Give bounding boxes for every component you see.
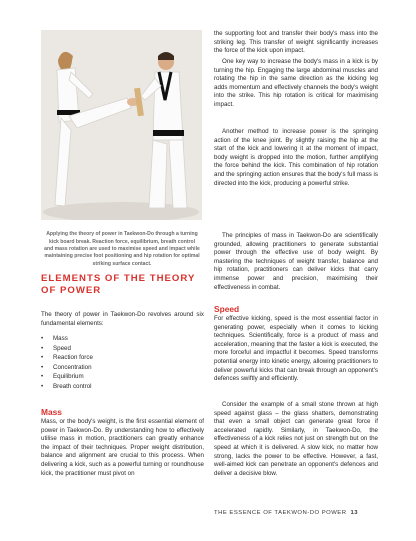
speed-paragraph-1: For effective kicking, speed is the most essential factor in generating power, especially when it comes to kicking techniques. Scientifically, force is a product of mass and acceleration, meaning that the faster a kick is executed, the more forceful and impactful it becomes. Speed transforms potential energy into kinetic energy, allowing practitioners to deliver powerful kicks that can break through an opponent's defences swiftly and efficiently. bbox=[214, 315, 378, 383]
elements-list bbox=[41, 334, 201, 392]
mass-paragraph-4: Another method to increase power is the springing action of the knee joint. By slightly raising the hip at the start of the kick and lowering it at the moment of impact, body weight is dropped into the motion, further amplifying the force behind the kick. This combination of hip rotation and the springing action ensures that the body's full mass is directed into the kick, producing a powerful strike. bbox=[214, 128, 378, 187]
kick-photo bbox=[41, 30, 202, 220]
page-footer bbox=[214, 510, 378, 516]
mass-paragraph-3: One key way to increase the body's mass in a kick is by turning the hip. Engaging the large abdominal muscles and rotating the hip in the same direction as the kicking leg adds momentum and effectively channels the body's weight into the strike. This hip rotation is critical for maximising impact. bbox=[214, 58, 378, 108]
taekwondo-kick-illustration bbox=[41, 30, 202, 220]
section-heading: ELEMENTS OF THE THEORY OF POWER bbox=[41, 273, 196, 296]
page-number: 13 bbox=[350, 510, 359, 516]
mass-heading: Mass bbox=[41, 407, 62, 417]
list-item: • Equilibrium bbox=[41, 372, 201, 382]
speed-heading: Speed bbox=[214, 304, 240, 314]
holder-black-belt bbox=[153, 130, 184, 136]
mass-paragraph-5: The principles of mass in Taekwon-Do are scientifically grounded, allowing practitioners to generate substantial power through the effective use of body weight. By mastering the techniques of weight transfer, balance and hip rotation, practitioners can deliver kicks that carry immense power and precision, maximising their effectiveness in combat. bbox=[214, 232, 378, 291]
list-item: • Breath control bbox=[41, 382, 201, 392]
running-title: THE ESSENCE OF TAEKWON-DO POWER bbox=[214, 510, 347, 516]
mass-paragraph-2: the supporting foot and transfer their body's mass into the striking leg. This transfer of weight significantly increases the force of the kick upon impact. bbox=[214, 30, 378, 55]
list-item: • Speed bbox=[41, 344, 201, 354]
photo-caption: Applying the theory of power in Taekwon-Do through a turning kick board break. Reaction force, equilibrium, breath control and mass rotation are used to maximise speed and impact while maintaining precise foot positioning and hip rotation for optimal striking surface contact. bbox=[44, 231, 200, 267]
list-item: • Mass bbox=[41, 334, 201, 344]
list-item: • Concentration bbox=[41, 363, 201, 373]
list-item: • Reaction force bbox=[41, 353, 201, 363]
speed-paragraph-2: Consider the example of a small stone thrown at high speed against glass – the glass shatters, demonstrating that even a small object can generate great force if accelerated rapidly. Similarly, in Taekwon-Do, the effectiveness of a kick relies not just on strength but on the speed at which it is delivered. A slow kick, no matter how strong, lacks the power to be effective. However, a fast, well-aimed kick can penetrate an opponent's defences and deliver a decisive blow. bbox=[214, 401, 378, 477]
section-intro: The theory of power in Taekwon-Do revolves around six fundamental elements: bbox=[41, 311, 204, 327]
mass-paragraph-1: Mass, or the body's weight, is the first essential element of power in Taekwon-Do. By understanding how to effectively utilise mass in motion, practitioners can greatly enhance the impact of their techniques. Proper weight distribution, balance and alignment are crucial to this process. When delivering a kick, such as a powerful turning or roundhouse kick, the practitioner must pivot on bbox=[41, 418, 204, 477]
